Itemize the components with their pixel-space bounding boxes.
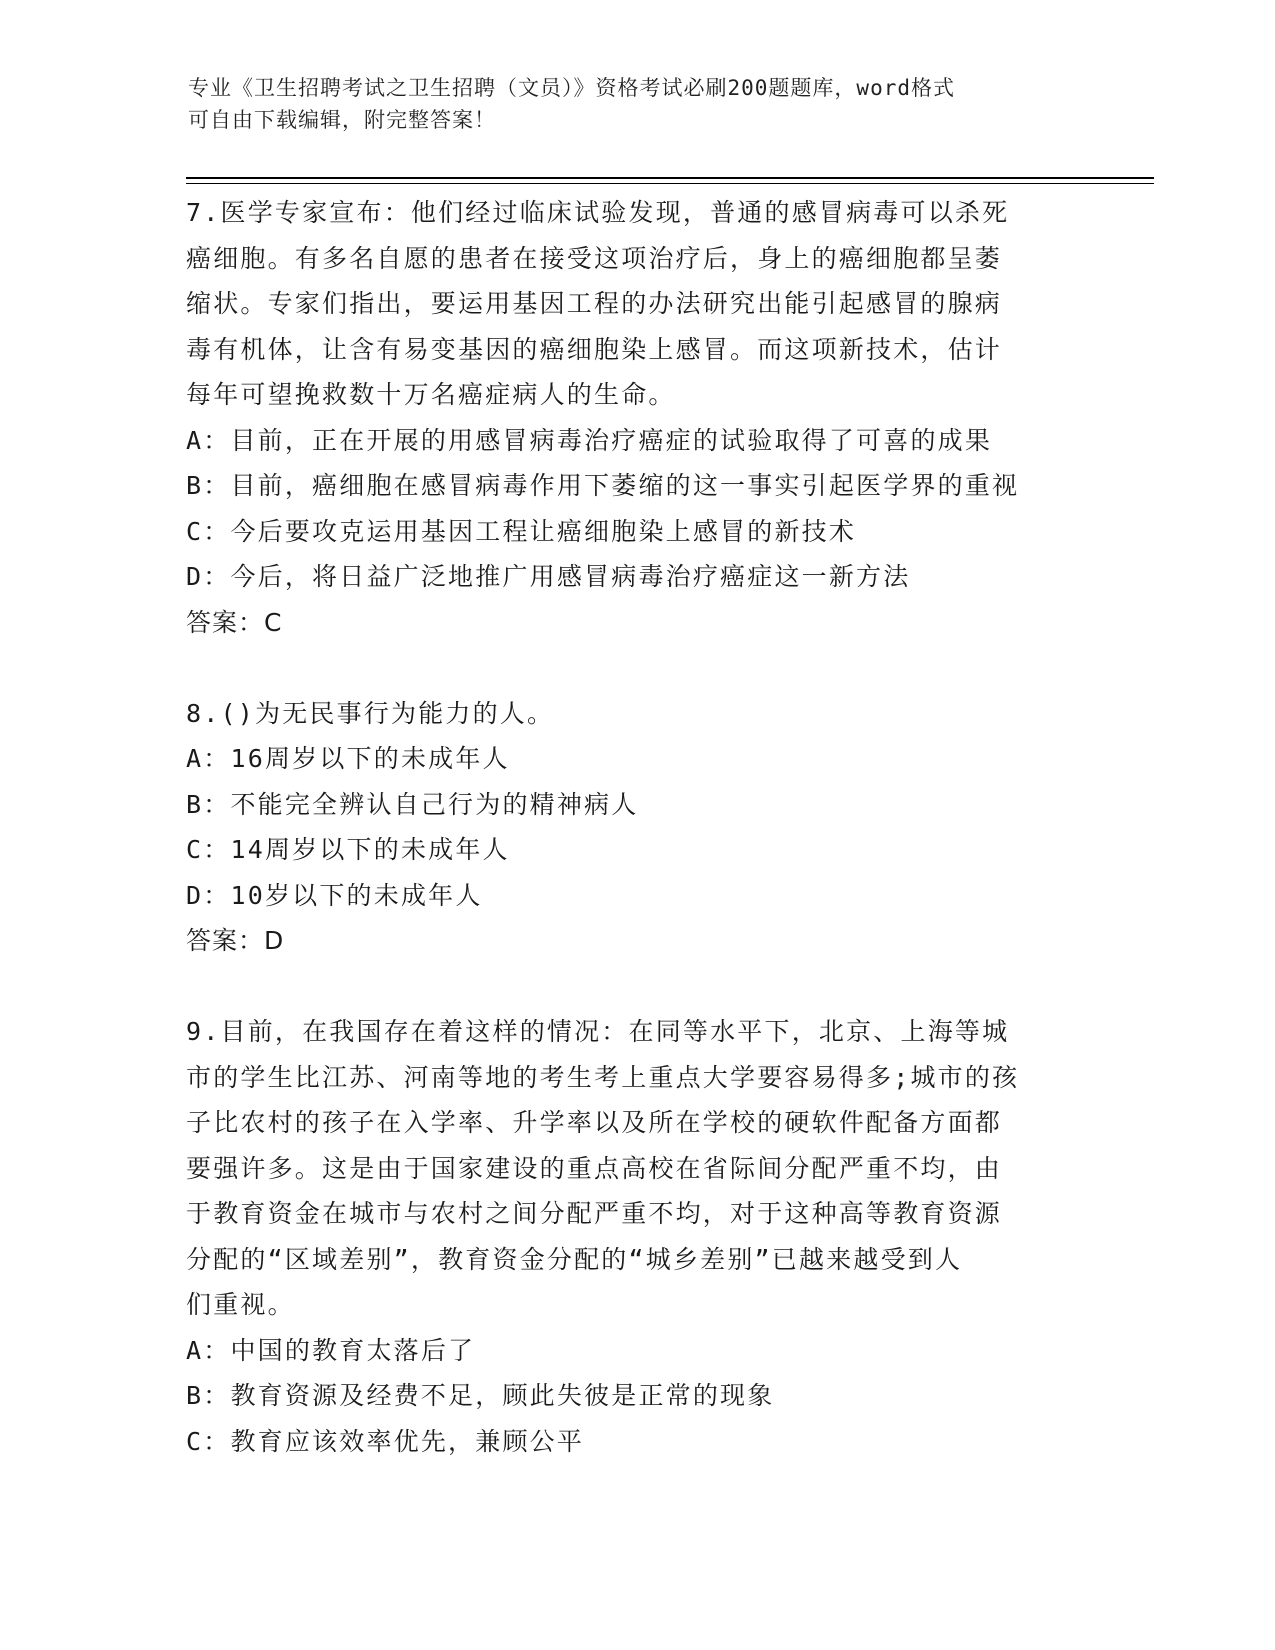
question-spacer [186, 645, 1086, 691]
question-stem-line: 9.目前，在我国存在着这样的情况：在同等水平下，北京、上海等城 [186, 1017, 1010, 1046]
option-b: B：不能完全辨认自己行为的精神病人 [186, 789, 639, 819]
header-divider-thick [186, 177, 1154, 179]
question-stem-line: 市的学生比江苏、河南等地的考生考上重点大学要容易得多;城市的孩 [186, 1062, 1020, 1092]
option-a: A：中国的教育太落后了 [186, 1335, 476, 1365]
option-d: D：10岁以下的未成年人 [186, 880, 483, 910]
option-c: C：教育应该效率优先，兼顾公平 [186, 1426, 585, 1456]
question-stem-line: 毒有机体，让含有易变基因的癌细胞染上感冒。而这项新技术，估计 [186, 334, 1003, 364]
question-stem-line: 7.医学专家宣布：他们经过临床试验发现，普通的感冒病毒可以杀死 [186, 198, 1010, 227]
header-divider-thin [186, 183, 1154, 184]
option-b: B：目前，癌细胞在感冒病毒作用下萎缩的这一事实引起医学界的重视 [186, 471, 1020, 500]
question-spacer [186, 964, 1086, 1010]
question-7 [186, 190, 1086, 645]
question-stem-line: 癌细胞。有多名自愿的患者在接受这项治疗后，身上的癌细胞都呈萎 [186, 243, 1003, 273]
option-c: C：14周岁以下的未成年人 [186, 835, 510, 864]
question-stem-line: 分配的“区域差别”，教育资金分配的“城乡差别”已越来越受到人 [186, 1244, 963, 1274]
question-9 [186, 1009, 1086, 1464]
question-8 [186, 691, 1086, 964]
answer-label: 答案：C [186, 607, 283, 637]
question-stem-line: 于教育资金在城市与农村之间分配严重不均，对于这种高等教育资源 [186, 1199, 1003, 1228]
question-stem-line: 子比农村的孩子在入学率、升学率以及所在学校的硬软件配备方面都 [186, 1108, 1003, 1137]
question-list [186, 190, 1086, 1464]
question-stem-line: 们重视。 [186, 1290, 295, 1319]
header-title-line-2: 可自由下载编辑，附完整答案！ [188, 108, 496, 132]
answer-label: 答案：D [186, 926, 285, 955]
option-a: A：目前，正在开展的用感冒病毒治疗癌症的试验取得了可喜的成果 [186, 425, 993, 455]
question-stem-line: 每年可望挽救数十万名癌症病人的生命。 [186, 380, 676, 409]
question-stem-line: 缩状。专家们指出，要运用基因工程的办法研究出能引起感冒的腺病 [186, 289, 1003, 318]
option-a: A：16周岁以下的未成年人 [186, 744, 510, 773]
document-header [188, 72, 1068, 136]
option-d: D：今后，将日益广泛地推广用感冒病毒治疗癌症这一新方法 [186, 562, 911, 591]
option-b: B：教育资源及经费不足，顾此失彼是正常的现象 [186, 1381, 775, 1410]
option-c: C：今后要攻克运用基因工程让癌细胞染上感冒的新技术 [186, 516, 857, 546]
question-stem-line: 要强许多。这是由于国家建设的重点高校在省际间分配严重不均，由 [186, 1153, 1003, 1183]
header-title-line-1: 专业《卫生招聘考试之卫生招聘（文员）》资格考试必刷200题题库，word格式 [188, 76, 955, 100]
question-stem-line: 8.()为无民事行为能力的人。 [186, 698, 555, 728]
